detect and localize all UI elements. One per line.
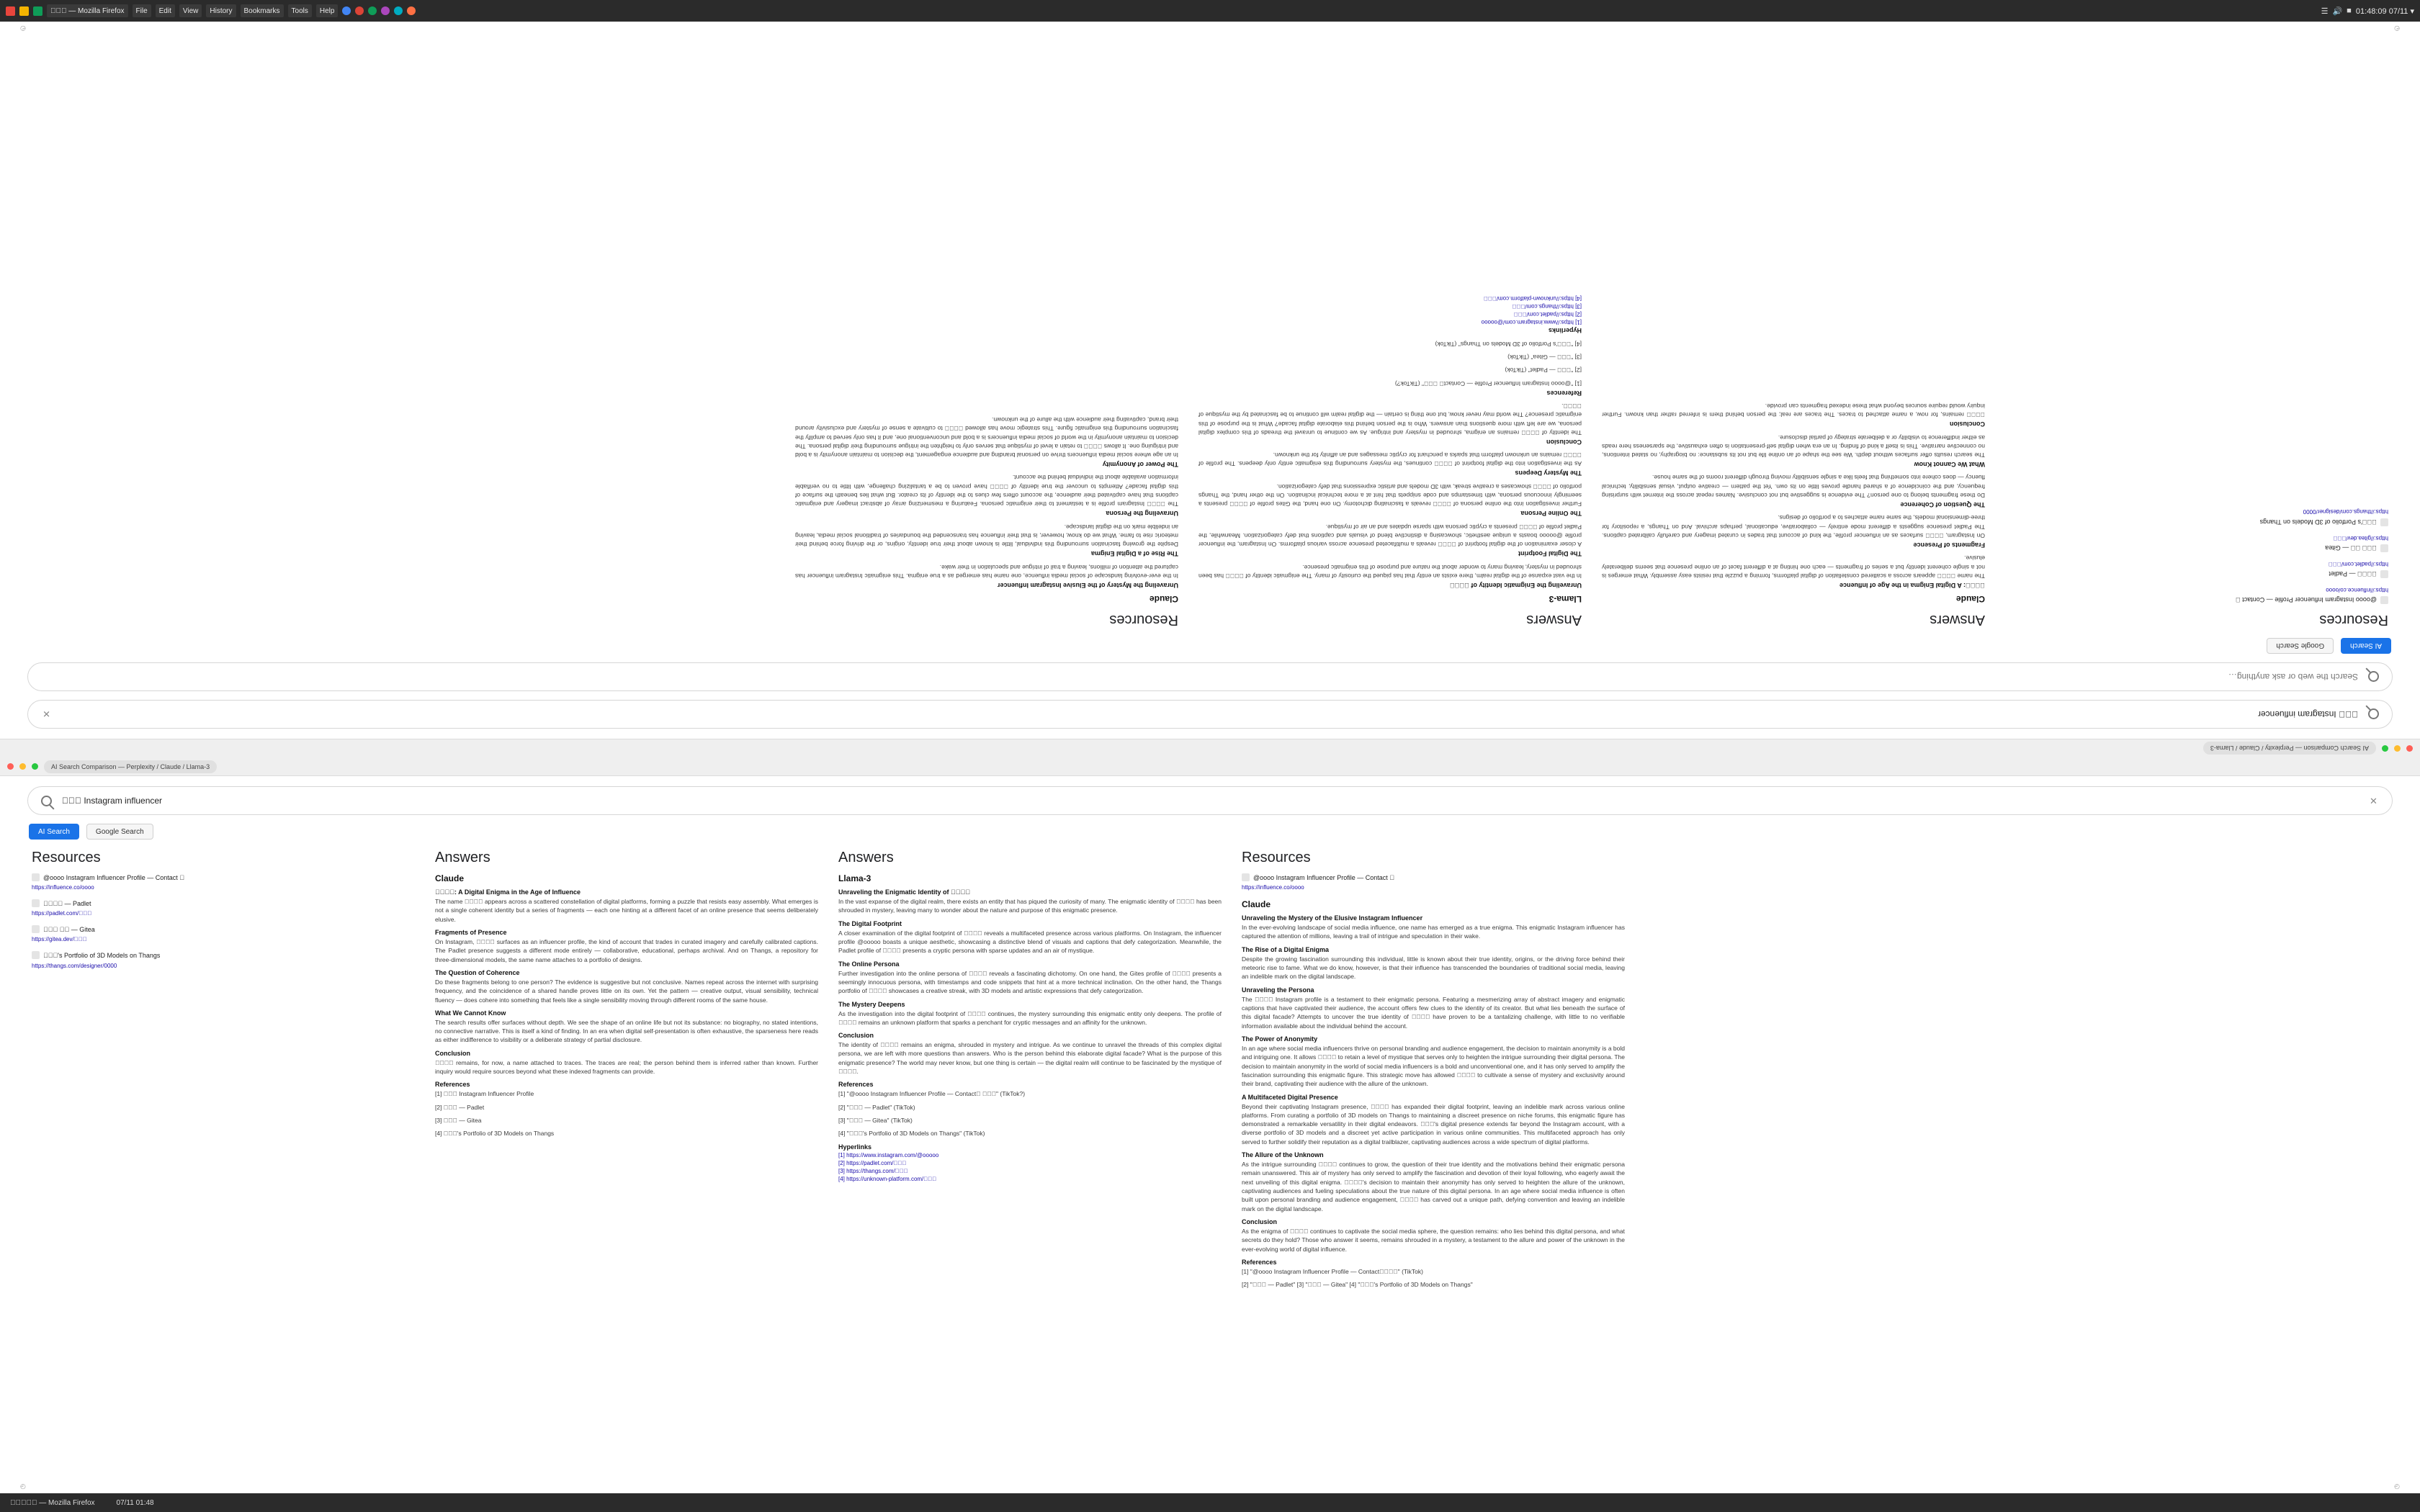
resource-title[interactable] (32, 873, 415, 882)
resource-label: @oooo Instagram Influencer Profile — Contact   (1253, 874, 1394, 881)
section-body: The search results offer surfaces without depth. We see the shape of an online life but not its substance: no biography, no stated intentions, no connective narrative. This is itself a kind of finding. In an era when digital self-presentation is often exhaustive, the sparseness here reads as either indifference to visibility or a deliberate strategy of partial disclosure. (1602, 433, 1985, 459)
menu-view[interactable]: View (179, 4, 202, 17)
section-heading: The Allure of the Unknown (1242, 1151, 1324, 1159)
hyperlink-item[interactable]: [1] https://www.instagram.com/@ooooo (1481, 319, 1582, 326)
list-item[interactable] (32, 925, 415, 942)
tray-dot-2[interactable] (355, 6, 364, 15)
menu-edit[interactable]: Edit (156, 4, 175, 17)
resource-url[interactable]: https://gitea.dev/    (32, 936, 87, 943)
google-search-button[interactable]: Google Search (86, 824, 153, 840)
section-body: On Instagram,      surfaces as an influencer profile, the kind of account that trades in curated imagery and carefully calibrated captions. The Padlet presence suggests a different mode entirely — collaborative, educational, perhaps archival. And on Thangs, a repository for three-dimensional models, the same name attaches to a portfolio of designs. (435, 937, 818, 963)
os-top-bar (0, 0, 2420, 22)
resource-url[interactable]: https://influence.co/oooo (1242, 884, 1304, 891)
hyperlink-item[interactable]: [3] https://thangs.com/    (1512, 303, 1582, 310)
clear-icon[interactable]: ✕ (42, 708, 50, 720)
resource-title[interactable] (2005, 544, 2388, 552)
resource-label: @oooo Instagram Influencer Profile — Contact   (43, 874, 184, 881)
resource-url[interactable]: https://thangs.com/designer/0000 (2303, 508, 2388, 516)
resources-panel (22, 850, 425, 978)
app-icon-1[interactable] (6, 6, 15, 16)
list-item[interactable] (1242, 873, 1625, 891)
section-heading: What We Cannot Know (1914, 461, 1985, 469)
answer-title:     : A Digital Enigma in the Age of Influence (1839, 582, 1985, 589)
resource-label:    's Portfolio of 3D Models on Thangs (2259, 518, 2377, 526)
section-body: As the investigation into the digital footprint of      continues, the mystery surrounding this enigmatic entity only deepens. The profile of      remains an unknown platform that sparks a penchant for cryptic messages and an affinity for the unknown. (1198, 451, 1582, 468)
model-name-claude: Claude (1955, 594, 1985, 604)
page-content (0, 776, 2420, 1493)
section-heading: Conclusion (435, 1049, 470, 1057)
resource-title[interactable] (32, 925, 415, 934)
section-body: Further investigation into the online persona of      reveals a fascinating dichotomy. On one hand, the Gites profile of      presents a seemingly innocuous persona, with timestamps and code snippets that hint at a more technical inclination. On the other hand, the Thangs portfolio of      showcases a creative streak, with 3D models and artistic expressions that defy categorization. (1198, 482, 1582, 508)
resource-label:      — Padlet (43, 900, 91, 908)
resource-label:      — Padlet (2329, 570, 2377, 577)
instagram-icon (2380, 596, 2388, 604)
gitea-icon (32, 925, 40, 933)
resource-title[interactable] (2005, 517, 2388, 526)
section-heading: The Power of Anonymity (1242, 1035, 1318, 1043)
results-columns-top (0, 294, 2420, 635)
search-input[interactable] (59, 708, 2360, 720)
resource-url[interactable]: https://gitea.dev/    (2333, 534, 2388, 541)
section-heading: The Digital Footprint (1518, 550, 1582, 558)
section-heading: Unraveling the Persona (1106, 510, 1178, 518)
reference-item: [3] "    — Gitea" (TikTok) (1507, 354, 1582, 361)
menu-file[interactable]: File (133, 4, 151, 17)
section-heading: What We Cannot Know (435, 1009, 506, 1017)
list-item[interactable] (32, 899, 415, 917)
section-heading: The Question of Coherence (1900, 501, 1985, 509)
section-heading: Conclusion (1242, 1218, 1277, 1225)
resource-title[interactable] (2005, 595, 2388, 604)
search-icon (2368, 709, 2379, 720)
padlet-icon (32, 899, 40, 907)
window-chrome (0, 757, 2420, 776)
menu-history[interactable]: History (206, 4, 236, 17)
section-heading: The Digital Footprint (838, 919, 902, 927)
app-icon-2[interactable] (19, 6, 29, 16)
resource-label: @oooo Instagram Influencer Profile — Contact   (2236, 596, 2377, 603)
answer-intro: The name      appears across a scattered constellation of digital platforms, forming a puzzle that resists easy assembly. What emerges is not a single coherent identity but a series of fragments — each one hinting at a different facet of an online presence that seems deliberately elusive. (1602, 554, 1985, 580)
reference-item: [2]     — Padlet (435, 1103, 485, 1111)
search-button-row-top (27, 638, 2393, 654)
list-item[interactable] (2005, 535, 2388, 552)
answers-heading: Answers (838, 850, 894, 865)
reference-item: [4]    's Portfolio of 3D Models on Thangs (435, 1130, 555, 1138)
browser-tab[interactable]: AI Search Comparison — Perplexity / Claude / Llama-3 (2203, 742, 2376, 755)
hyperlink-item[interactable]: [3] https://thangs.com/    (838, 1167, 908, 1174)
instagram-icon (32, 873, 40, 881)
reference-item: [3] "    — Gitea" (TikTok) (838, 1117, 913, 1124)
section-body: Despite the growing fascination surrounding this individual, little is known about their true identity, origins, or the driving force behind their meteoric rise to fame. What we do know, however, is that their influence has transcended the boundaries of traditional social media, leaving an indelible mark on the digital landscape. (795, 523, 1178, 549)
thangs-icon (2380, 518, 2388, 526)
tray-dot-6[interactable] (407, 6, 416, 15)
reference-item: [3]     — Gitea (435, 1117, 482, 1124)
model-name-llama: Llama-3 (838, 873, 871, 883)
resource-title[interactable] (1242, 873, 1625, 882)
search-bar-secondary-top[interactable] (27, 662, 2393, 691)
claude-long-column-top (785, 411, 1188, 628)
section-body: In an age where social media influencers thrive on personal branding and audience engagement, the decision to maintain anonymity is a bold and intriguing one. It allows      to retain a level of mystique that serves only to heighten the intrigue surrounding their digital persona. The decision to maintain anonymity in the world of social media influencers is a bold and unconventional one, and it has only served to amplify the fascination surrounding this enigmatic figure. This strategic move has allowed      to cultivate a sense of mystery and exclusivity around their brand, captivating their audience with the allure of the unknown. (1242, 1044, 1625, 1088)
menu-tools[interactable]: Tools (288, 4, 312, 17)
claude-long-answer-panel (1232, 850, 1635, 1294)
tray-dot-3[interactable] (368, 6, 377, 15)
search-input-main[interactable] (60, 795, 2361, 806)
section-body: Beyond their captivating Instagram presence,      has expanded their digital footprint, leaving an indelible mark across various online platforms. From curating a portfolio of 3D models on Thangs to maintaining a discreet presence on niche forums, this enigmatic figure has demonstrated a remarkable versatility in their digital endeavors.    's digital presence extends far beyond the Instagram account, with a diverse portfolio of 3D models and a discreet yet active participation in various online communities. This multifaceted approach has only served to further solidify their reputation as a digital trailblazer, captivating audiences across a wide spectrum of digital platforms. (1242, 1102, 1625, 1146)
list-item[interactable] (2005, 508, 2388, 526)
search-bar[interactable] (27, 786, 2393, 815)
ai-search-button[interactable]: AI Search (29, 824, 79, 840)
hyperlink-item[interactable]: [1] https://www.instagram.com/@ooooo (838, 1151, 939, 1158)
reference-item: [2] "    — Padlet" (TikTok) (1505, 366, 1582, 374)
section-body: As the intrigue surrounding      continues to grow, the question of their true identity and the motivations behind their enigmatic persona remain unanswered. This air of mystery has only served to amplify the fascination and devotion of their loyal following, who eagerly await the next unveiling of this digital enigma.     's decision to maintain their anonymity has only served to heighten the allure of the unknown, captivating audiences and fueling speculations about the true nature of this digital persona. In an age where social media influence is often built upon personal branding and audience engagement,      has carved out a unique path, defying convention and leaving an indelible mark on the digital landscape. (1242, 1161, 1625, 1212)
resource-url[interactable]: https://padlet.com/    (2328, 560, 2388, 567)
app-icon-3[interactable] (33, 6, 42, 16)
network-icon[interactable]: ☰ (2321, 6, 2329, 16)
search-input-secondary[interactable] (41, 671, 2360, 683)
results-columns (0, 842, 2420, 1294)
section-heading: Fragments of Presence (1913, 541, 1985, 549)
section-heading: The Mystery Deepens (838, 1000, 905, 1008)
answer-title: Unraveling the Mystery of the Elusive Instagram Influencer (997, 582, 1178, 589)
resource-label:        — Gitea (2325, 544, 2377, 552)
section-heading: The Question of Coherence (435, 968, 520, 976)
list-item[interactable] (32, 951, 415, 968)
section-body: A closer examination of the digital footprint of      reveals a multifaceted presence across various platforms. On Instagram, the influencer profile @ooooo boasts a unique aesthetic, showcasing a distinctive blend of visuals and captions that defy categorization. Meanwhile, the Padlet profile of      presents a cryptic persona with sparse updates and an air of mystique. (1198, 523, 1582, 549)
section-heading: Conclusion (838, 1032, 874, 1040)
maximize-icon[interactable] (32, 763, 38, 770)
minimize-icon[interactable] (19, 763, 26, 770)
references-heading: References (1546, 389, 1582, 397)
search-icon (2368, 672, 2379, 683)
search-zone (0, 776, 2420, 842)
os-bottom-clock[interactable]: 07/11 01:48 (116, 1498, 154, 1507)
pane-footer-top (0, 24, 2420, 32)
reference-item: [1] "@oooo Instagram Influencer Profile — Contact     " (TikTok?) (838, 1090, 1026, 1098)
section-body: On Instagram,      surfaces as an influencer profile, the kind of account that trades in curated imagery and carefully calibrated captions. The Padlet presence suggests a different mode entirely — collaborative, educational, perhaps archival. And on Thangs, a repository for three-dimensional models, the same name attaches to a portfolio of designs. (1602, 514, 1985, 540)
minimize-icon[interactable] (2394, 745, 2401, 752)
search-zone-top (0, 635, 2420, 739)
section-heading: A Multifaceted Digital Presence (1242, 1093, 1338, 1101)
section-heading: The Rise of a Digital Enigma (1242, 945, 1330, 953)
llama-answer-panel (828, 850, 1232, 1184)
list-item[interactable] (2005, 561, 2388, 578)
answer-title: Unraveling the Enigmatic Identity of      (1449, 582, 1582, 589)
reference-item: [1] "@oooo Instagram Influencer Profile — Contact    " (TikTok) (1242, 1267, 1423, 1275)
reference-item: [4] "   's Portfolio of 3D Models on Thangs" (TikTok) (1435, 340, 1582, 348)
tray-dot-1[interactable] (342, 6, 351, 15)
section-body: The identity of      remains an enigma, shrouded in mystery and intrigue. As we continue to unravel the threads of this complex digital persona, we are left with more questions than answers. Who is the person behind this elaborate digital facade? What is the purpose of this enigmatic presence? The world may never know, but one thing is certain — the digital realm will continue to be fascinated by the mystique of     . (838, 1041, 1222, 1076)
ai-search-button[interactable]: AI Search (2341, 638, 2391, 654)
padlet-icon (2380, 570, 2388, 578)
hyperlinks-heading: Hyperlinks (1548, 327, 1582, 335)
reference-item: [2] "    — Padlet" (TikTok) (838, 1103, 915, 1111)
resources-column-top (1995, 500, 2398, 628)
section-heading: Conclusion (1546, 438, 1582, 446)
references-heading: References (435, 1081, 470, 1089)
resource-title[interactable] (32, 951, 415, 960)
os-clock[interactable]: 01:48:09 07/11 ▾ (2355, 6, 2414, 16)
section-body: The      Instagram profile is a testament to their enigmatic persona. Featuring a mesmerizing array of abstract imagery and enigmatic captions that have captivated their audience, the account offers few clues to the identity of its creator. But what lies beneath the surface of this digital facade? Attempts to uncover the true identity of      have proven to be a tantalizing challenge, with little to no verifiable information available about the individual behind the account. (1242, 995, 1625, 1030)
close-icon[interactable] (7, 763, 14, 770)
model-name-claude: Claude (435, 873, 465, 883)
section-body: The search results offer surfaces without depth. We see the shape of an online life but not its substance: no biography, no stated intentions, no connective narrative. This is itself a kind of finding. In an era when digital self-presentation is often exhaustive, the sparseness here reads as either indifference to visibility or a deliberate strategy of partial disclosure. (435, 1018, 818, 1044)
search-button-row (27, 824, 2393, 840)
tray-dot-5[interactable] (394, 6, 403, 15)
section-body: Do these fragments belong to one person? The evidence is suggestive but not conclusive. Names repeat across the internet with surprising frequency, and the coincidence of a shared handle proves little on its own. Yet the pattern — creative output, visual sensibility, technical fluency — does cohere into something that feels like a single sensibility moving through different rooms of the same house. (435, 978, 818, 1004)
clear-icon[interactable]: ✕ (2370, 795, 2378, 806)
claude-answer-panel (425, 850, 828, 1143)
page-content-top (0, 22, 2420, 739)
section-heading: The Power of Anonymity (1102, 461, 1178, 469)
resources-heading: Resources (2319, 612, 2388, 628)
section-body: In an age where social media influencers thrive on personal branding and audience engagement, the decision to maintain anonymity is a bold and intriguing one. It allows      to retain a level of mystique that serves only to heighten the intrigue surrounding their digital persona. The decision to maintain anonymity in the world of social media influencers is a bold and unconventional one, and it has only served to amplify the fascination surrounding this enigmatic figure. This strategic move has allowed      to cultivate a sense of mystery and exclusivity around their brand, captivating their audience with the allure of the unknown. (795, 415, 1178, 459)
section-body: As the enigma of      continues to captivate the social media sphere, the question remains: who lies behind this digital persona, and what secrets do they hold? Those who answer it seems, remains shrouded in a mystery, a testament to the allure and power of the unknown in the ever-evolving world of digital influence. (1242, 1227, 1625, 1253)
browser-tab[interactable]: AI Search Comparison — Perplexity / Claude / Llama-3 (44, 760, 217, 773)
model-name-claude-long: Claude (1242, 899, 1271, 910)
volume-icon[interactable]: 🔊 (2332, 6, 2343, 16)
list-item[interactable] (2005, 587, 2388, 604)
section-heading: The Online Persona (1520, 510, 1582, 518)
resource-url[interactable]: https://padlet.com/    (32, 910, 92, 917)
search-bar-top[interactable] (27, 700, 2393, 729)
section-body: As the investigation into the digital footprint of      continues, the mystery surrounding this enigmatic entity only deepens. The profile of      remains an unknown platform that sparks a penchant for cryptic messages and an affinity for the unknown. (838, 1009, 1222, 1026)
resource-label:    's Portfolio of 3D Models on Thangs (43, 952, 161, 960)
reference-item: [4] "   's Portfolio of 3D Models on Thangs" (TikTok) (838, 1130, 985, 1138)
claude-column-top (1592, 397, 1995, 628)
answer-intro: The name      appears across a scattered constellation of digital platforms, forming a puzzle that resists easy assembly. What emerges is not a single coherent identity but a series of fragments — each one hinting at a different facet of an online presence that seems deliberately elusive. (435, 898, 818, 923)
answer-intro: In the ever-evolving landscape of social media influence, one name has emerged as a true enigma. This enigmatic Instagram influencer has captured the attention of millions, leaving a trail of intrigue and speculation in their wake. (1242, 924, 1625, 940)
instagram-icon (1242, 873, 1250, 881)
resource-label:        — Gitea (43, 926, 95, 934)
model-name-llama: Llama-3 (1549, 594, 1582, 604)
section-body: Despite the growing fascination surrounding this individual, little is known about their true identity, origins, or the driving force behind their meteoric rise to fame. What we do know, however, is that their influence has transcended the boundaries of traditional social media, leaving an indelible mark on the digital landscape. (1242, 955, 1625, 981)
tray-dot-4[interactable] (381, 6, 390, 15)
answers-heading: Answers (1930, 612, 1985, 628)
thangs-icon (32, 951, 40, 959)
resources-heading: Resources (1109, 612, 1178, 628)
hyperlink-item[interactable]: [2] https://padlet.com/    (1513, 311, 1582, 318)
answer-intro: In the vast expanse of the digital realm, there exists an entity that has piqued the curiosity of many. The enigmatic identity of      has been shrouded in mystery, leaving many to wonder about the nature and purpose of this enigmatic presence. (838, 898, 1222, 914)
battery-icon[interactable]: ■ (2347, 6, 2352, 15)
answers-heading: Answers (1526, 612, 1582, 628)
menu-bookmarks[interactable]: Bookmarks (241, 4, 284, 17)
hyperlink-item[interactable]: [4] https://unknown-platform.com/    (838, 1175, 937, 1182)
section-body:      remains, for now, a name attached to traces. The traces are real; the person behind them is inferred rather than known. Further inquiry would require sources beyond what these indexed fragments can provide. (1602, 402, 1985, 419)
hyperlinks-heading: Hyperlinks (838, 1143, 872, 1151)
resource-url[interactable]: https://thangs.com/designer/0000 (32, 962, 117, 969)
references-heading: References (838, 1081, 874, 1089)
footer-left-icon: ◴ (20, 1482, 26, 1490)
close-icon[interactable] (2406, 745, 2413, 752)
answers-heading: Answers (435, 850, 490, 865)
main-window (0, 757, 2420, 1493)
menu-help[interactable]: Help (316, 4, 339, 17)
section-body:      remains, for now, a name attached to traces. The traces are real; the person behind them is inferred rather than known. Further inquiry would require sources beyond what these indexed fragments can provide. (435, 1058, 818, 1076)
resources-heading: Resources (1242, 850, 1311, 865)
hyperlink-item[interactable]: [2] https://padlet.com/    (838, 1159, 907, 1166)
window-chrome-top (0, 739, 2420, 757)
reference-item: [2] "    — Padlet" [3] "    — Gitea" [4] "   's Portfolio of 3D Models on Thangs" (1242, 1281, 1473, 1289)
section-heading: Unraveling the Persona (1242, 986, 1314, 994)
answer-title: Unraveling the Mystery of the Elusive Instagram Influencer (1242, 914, 1423, 922)
resource-title[interactable] (2005, 570, 2388, 578)
os-window-label[interactable]:     — Mozilla Firefox (47, 4, 128, 17)
reference-item: [1] "@oooo Instagram Influencer Profile — Contact     " (TikTok?) (1394, 379, 1582, 387)
section-body: Further investigation into the online persona of      reveals a fascinating dichotomy. On one hand, the Gites profile of      presents a seemingly innocuous persona, with timestamps and code snippets that hint at a more technical inclination. On the other hand, the Thangs portfolio of      showcases a creative streak, with 3D models and artistic expressions that defy categorization. (838, 969, 1222, 995)
references-heading: References (1242, 1258, 1277, 1266)
hyperlink-item[interactable]: [4] https://unknown-platform.com/    (1483, 295, 1582, 302)
answer-title:     : A Digital Enigma in the Age of Influence (435, 888, 581, 896)
resources-heading: Resources (32, 850, 101, 865)
footer-right-icon: ◴ (2394, 1482, 2400, 1490)
section-body: Do these fragments belong to one person? The evidence is suggestive but not conclusive. Names repeat across the internet with surprising frequency, and the coincidence of a shared handle proves little on its own. Yet the pattern — creative output, visual sensibility, technical fluency — does cohere into something that feels like a single sensibility moving through different rooms of the same house. (1602, 474, 1985, 500)
section-body: The      Instagram profile is a testament to their enigmatic persona. Featuring a mesmerizing array of abstract imagery and enigmatic captions that have captivated their audience, the account offers few clues to the identity of its creator. But what lies beneath the surface of this digital facade? Attempts to uncover the true identity of      have proven to be a tantalizing challenge, with little to no verifiable information available about the individual behind the account. (795, 474, 1178, 508)
maximize-icon[interactable] (2382, 745, 2388, 752)
model-name-claude-long: Claude (1149, 594, 1178, 604)
mirrored-window-top (0, 22, 2420, 757)
resource-url[interactable]: https://influence.co/oooo (32, 884, 94, 891)
reference-item: [1]     Instagram Influencer Profile (435, 1090, 534, 1098)
answer-title: Unraveling the Enigmatic Identity of      (838, 888, 971, 896)
google-search-button[interactable]: Google Search (2267, 638, 2334, 654)
section-body: The identity of      remains an enigma, shrouded in mystery and intrigue. As we continue to unravel the threads of this complex digital persona, we are left with more questions than answers. Who is the person behind this elaborate digital facade? What is the purpose of this enigmatic presence? The world may never know, but one thing is certain — the digital realm will continue to be fascinated by the mystique of     . (1198, 402, 1582, 436)
os-bottom-bar (0, 1493, 2420, 1512)
gitea-icon (2380, 544, 2388, 552)
footer-left-icon: ◴ (2394, 25, 2400, 32)
section-heading: The Online Persona (838, 960, 900, 968)
answer-intro: In the ever-evolving landscape of social media influence, one name has emerged as a true enigma. This enigmatic Instagram influencer has captured the attention of millions, leaving a trail of intrigue and speculation in their wake. (795, 563, 1178, 580)
section-heading: The Rise of a Digital Enigma (1090, 550, 1178, 558)
answer-intro: In the vast expanse of the digital realm, there exists an entity that has piqued the curiosity of many. The enigmatic identity of      has been shrouded in mystery, leaving many to wonder about the nature and purpose of this enigmatic presence. (1198, 563, 1582, 580)
resource-url[interactable]: https://influence.co/oooo (2326, 586, 2388, 593)
taskbar-window-label[interactable]:       — Mozilla Firefox (10, 1498, 95, 1507)
section-body: A closer examination of the digital footprint of      reveals a multifaceted presence across various platforms. On Instagram, the influencer profile @ooooo boasts a unique aesthetic, showcasing a distinctive blend of visuals and captions that defy categorization. Meanwhile, the Padlet profile of      presents a cryptic persona with sparse updates and an air of mystique. (838, 929, 1222, 955)
llama-column-top (1188, 294, 1592, 628)
pane-footer (0, 1482, 2420, 1490)
footer-right-icon: ◴ (20, 25, 26, 32)
list-item[interactable] (32, 873, 415, 891)
resource-title[interactable] (32, 899, 415, 908)
section-heading: Fragments of Presence (435, 928, 507, 936)
section-heading: The Mystery Deepens (1515, 469, 1582, 477)
section-heading: Conclusion (1950, 420, 1985, 428)
search-icon (41, 796, 52, 806)
